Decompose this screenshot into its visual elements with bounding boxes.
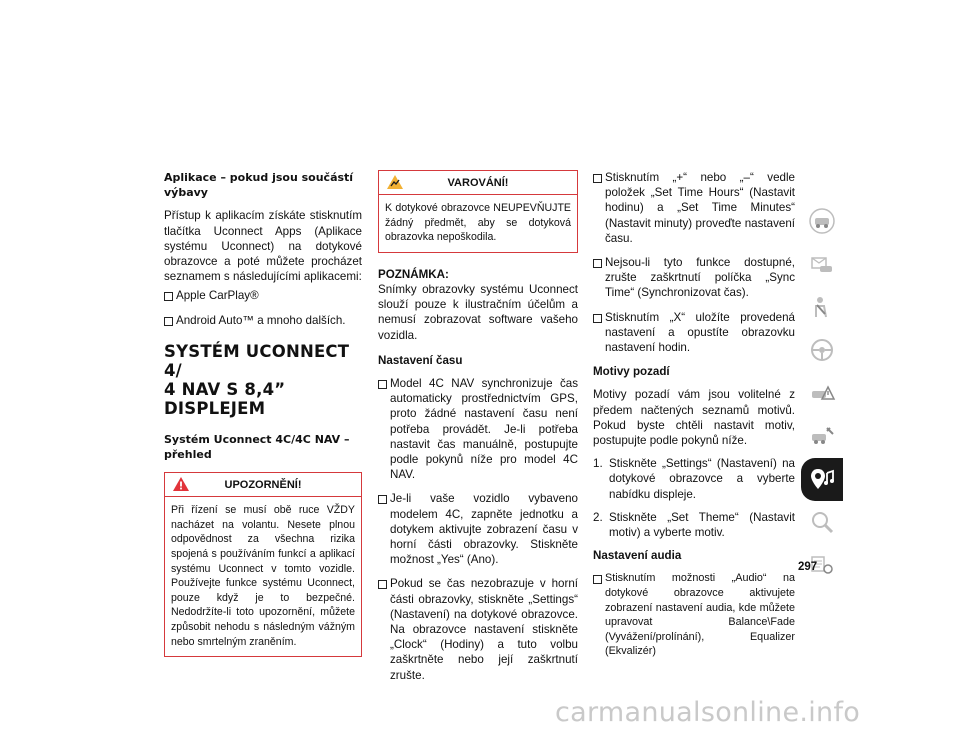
- themes-heading: Motivy pozadí: [593, 365, 670, 379]
- tab-emergency[interactable]: [801, 372, 843, 415]
- caution-box-header: [165, 473, 361, 497]
- tab-search[interactable]: [801, 501, 843, 544]
- audio-bullet: Stisknutím možnosti „Audio“ na dotykové obrazovce aktivujete zobrazení nastavení audia, kde můžete upravovat Balance\Fade (Vyvážení/prolínání), Equalizer (Ekvalizér): [593, 571, 795, 659]
- apps-bullet-carplay: Apple CarPlay®: [164, 288, 362, 303]
- section-title-line-2: 4 NAV S 8,4” DISPLEJEM: [164, 379, 286, 418]
- car-mail-icon: [808, 250, 836, 278]
- multimedia-icon: [808, 465, 836, 493]
- page-number: 297: [798, 561, 818, 573]
- time-bullet-6: Stisknutím „X“ uložíte provedená nastavení a opustíte obrazovku nastavení hodin.: [593, 310, 795, 356]
- audio-heading: Nastavení audia: [593, 549, 682, 563]
- themes-step-2-number: 2.: [593, 510, 603, 524]
- car-dashboard-icon: [808, 207, 836, 235]
- themes-paragraph: Motivy pozadí vám jsou volitelné z předem načtených seznamů motivů. Pokud byste chtěli nastavit motiv, postupujte podle pokynů níže.: [593, 388, 795, 448]
- apps-paragraph: Přístup k aplikacím získáte stisknutím tlačítka Uconnect Apps (Aplikace systému Uconnect) na dotykové obrazovce a poté můžete procházet seznamem s následujícími aplikacemi:: [164, 209, 362, 284]
- themes-step-2: [593, 510, 795, 540]
- car-warning-icon: [808, 379, 836, 407]
- time-bullet-1: Model 4C NAV synchronizuje čas automaticky prostřednictvím GPS, proto žádné nastavení času není potřeba provádět. Je-li potřeba nastavit čas manuálně, postupujte podle pokynů níže pro model 4C NAV.: [378, 376, 578, 482]
- themes-step-1-number: 1.: [593, 457, 603, 471]
- tab-dashboard[interactable]: [801, 200, 843, 243]
- caution-text: Při řízení se musí obě ruce VŽDY nacházet na volantu. Nesete plnou odpovědnost za všechna rizika spojená s používáním funkcí a aplikací systému Uconnect v tomto vozidle. Používejte funkce systému Uconnect, pouze když je to bezpečné. Nedodržíte-li toto upozornění, můžete způsobit nehodu s následným vážným nebo smrtelným zraněním.: [171, 504, 355, 648]
- tab-safety[interactable]: [801, 286, 843, 329]
- apps-bullet-android: Android Auto™ a mnoho dalších.: [164, 313, 362, 328]
- tab-multimedia[interactable]: [801, 458, 843, 501]
- steering-wheel-icon: [808, 336, 836, 364]
- section-title-line-1: SYSTÉM UCONNECT 4/: [164, 341, 350, 380]
- themes-step-1-text: Stiskněte „Settings“ (Nastavení) na dotykové obrazovce a vyberte nabídku displeje.: [609, 457, 795, 501]
- column-1: [164, 170, 362, 657]
- column-3: [593, 170, 795, 668]
- warning-text: K dotykové obrazovce NEUPEVŇUJTE žádný předmět, aby se dotyková obrazovka nepoškodila.: [385, 202, 571, 244]
- watermark: carmanualsonline.info: [555, 697, 861, 728]
- caution-box: [164, 472, 362, 657]
- time-bullet-2: Je-li vaše vozidlo vybaveno modelem 4C, zapněte jednotku a dotykem aktivujte zobrazení času v horní části obrazovky. Stiskněte možnost „Yes“ (Ano).: [378, 491, 578, 567]
- time-bullet-4: Stisknutím „+“ nebo „–“ vedle položek „Set Time Hours“ (Nastavit hodinu) a „Set Time Minutes“ (Nastavit minuty) proveďte nastavení času.: [593, 170, 795, 246]
- apps-heading: Aplikace – pokud jsou součástí výbavy: [164, 171, 354, 200]
- overview-heading: Systém Uconnect 4C/4C NAV – přehled: [164, 432, 350, 462]
- car-service-icon: [808, 422, 836, 450]
- caution-title: UPOZORNĚNÍ!: [224, 479, 302, 492]
- column-2: [378, 170, 578, 692]
- note-title: POZNÁMKA:: [378, 267, 449, 281]
- themes-step-1: [593, 456, 795, 502]
- warning-title: VAROVÁNÍ!: [447, 177, 509, 189]
- time-bullet-5: Nejsou-li tyto funkce dostupné, zrušte zaškrtnutí políčka „Sync Time“ (Synchronizovat čas).: [593, 255, 795, 301]
- tab-starting[interactable]: [801, 329, 843, 372]
- search-icon: [808, 508, 836, 536]
- time-bullet-3: Pokud se čas nezobrazuje v horní části obrazovky, stiskněte „Settings“ (Nastavení) na dotykové obrazovce. Na obrazovce nastavení stiskněte „Clock“ (Hodiny) a tuto volbu zaškrtněte nebo její zaškrtnutí zrušte.: [378, 576, 578, 682]
- note-text: Snímky obrazovky systému Uconnect slouží pouze k ilustračním účelům a nemusí zobrazovat software vašeho vozidla.: [378, 282, 578, 342]
- tab-vehicle-info[interactable]: [801, 243, 843, 286]
- section-title: [164, 342, 362, 418]
- chapter-tabs: [801, 200, 843, 587]
- caution-triangle-icon: [172, 476, 190, 492]
- themes-step-2-text: Stiskněte „Set Theme“ (Nastavit motiv) a vyberte motiv.: [609, 510, 795, 540]
- time-heading: Nastavení času: [378, 353, 463, 367]
- tab-service[interactable]: [801, 415, 843, 458]
- warning-triangle-icon: [386, 174, 404, 190]
- warning-box: [378, 170, 578, 253]
- seatbelt-icon: [808, 293, 836, 321]
- warning-box-header: [379, 171, 577, 195]
